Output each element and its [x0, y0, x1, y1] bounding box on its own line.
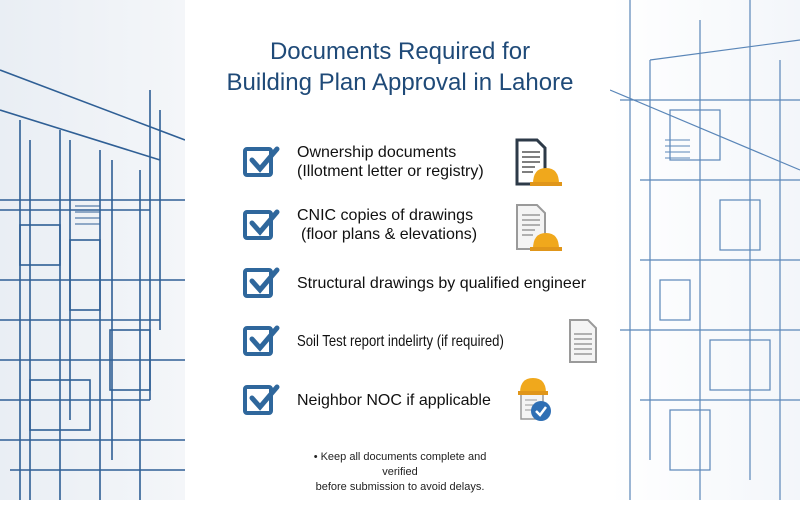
item-subtitle: (floor plans & elevations): [301, 226, 478, 243]
list-item-neighbor-noc: [243, 385, 491, 415]
item-label: Soil Test report indelirty (if required): [297, 332, 504, 350]
item-label: [297, 143, 484, 181]
checkbox-checked-icon: [243, 210, 273, 240]
note-line-2: before submission to avoid delays.: [315, 481, 485, 493]
item-title: CNIC copies of drawings: [297, 207, 474, 224]
footer-note: [300, 450, 500, 495]
hardhat-verified-document-icon: [515, 375, 555, 428]
checkbox-checked-icon: [243, 268, 273, 298]
checkbox-checked-icon: [243, 326, 273, 356]
item-subtitle: (Illotment letter or registry): [297, 163, 484, 180]
list-item-cnic: [243, 206, 477, 244]
title-line-2: Building Plan Approval in Lahore: [226, 69, 574, 96]
list-item-soil-test: [243, 326, 549, 356]
document-hardhat-icon: [515, 203, 563, 258]
note-line-1: • Keep all documents complete and verified: [313, 451, 487, 478]
item-title: Ownership documents: [297, 144, 457, 161]
blueprint-left-decoration: [0, 0, 185, 500]
item-label: [297, 206, 477, 244]
title-line-1: Documents Required for: [269, 38, 531, 65]
document-icon: [568, 318, 600, 369]
checkbox-checked-icon: [243, 385, 273, 415]
item-label: Structural drawings by qualified engineer: [297, 274, 587, 292]
list-item-structural: [243, 268, 586, 298]
checkbox-checked-icon: [243, 147, 273, 177]
blueprint-right-decoration: [610, 0, 800, 500]
document-hardhat-icon: [515, 138, 563, 193]
item-label: Neighbor NOC if applicable: [297, 391, 491, 409]
page-title: [180, 36, 620, 98]
list-item-ownership: [243, 143, 484, 181]
